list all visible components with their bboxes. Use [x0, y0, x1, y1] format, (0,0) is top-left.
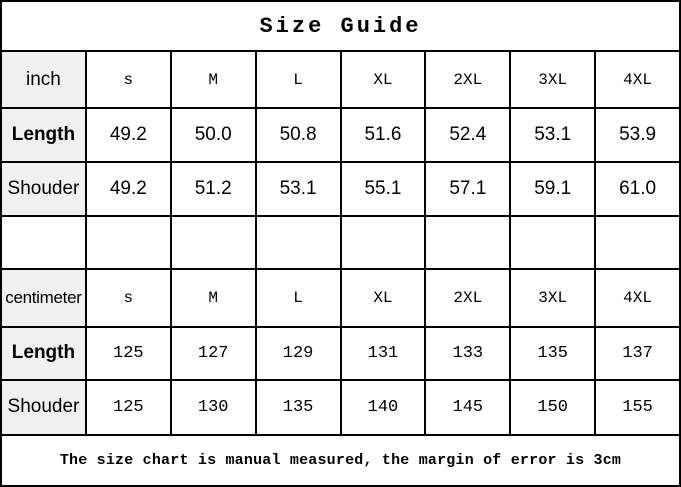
- length-cm-value: 135: [510, 327, 595, 380]
- footer-row: [1, 435, 680, 486]
- empty-cell: [171, 216, 256, 269]
- size-header-cell: L: [256, 51, 341, 107]
- shoulder-cm-value: 155: [595, 380, 680, 434]
- length-inch-value: 53.1: [510, 108, 595, 162]
- inch-shoulder-row: [1, 162, 680, 215]
- length-cm-value: 133: [425, 327, 510, 380]
- cm-length-row: [1, 327, 680, 380]
- size-header-cell: s: [86, 51, 171, 107]
- length-cm-value: 125: [86, 327, 171, 380]
- empty-cell: [1, 216, 86, 269]
- size-header-cell: s: [86, 269, 171, 326]
- length-cm-value: 131: [341, 327, 426, 380]
- size-header-cell: 3XL: [510, 51, 595, 107]
- shoulder-cm-value: 135: [256, 380, 341, 434]
- empty-cell: [86, 216, 171, 269]
- measurement-disclaimer: The size chart is manual measured, the margin of error is 3cm: [1, 435, 680, 486]
- cm-size-header-row: [1, 269, 680, 326]
- empty-cell: [510, 216, 595, 269]
- size-header-cell: L: [256, 269, 341, 326]
- shoulder-inch-value: 55.1: [341, 162, 426, 215]
- size-header-cell: 2XL: [425, 51, 510, 107]
- length-inch-value: 51.6: [341, 108, 426, 162]
- shoulder-cm-value: 145: [425, 380, 510, 434]
- size-header-cell: 3XL: [510, 269, 595, 326]
- empty-cell: [425, 216, 510, 269]
- length-inch-value: 53.9: [595, 108, 680, 162]
- length-cm-value: 127: [171, 327, 256, 380]
- unit-label-centimeter: centimeter: [1, 269, 86, 326]
- size-header-cell: 4XL: [595, 269, 680, 326]
- cm-shoulder-row: [1, 380, 680, 434]
- shoulder-cm-value: 150: [510, 380, 595, 434]
- shoulder-inch-value: 49.2: [86, 162, 171, 215]
- row-label-shoulder: Shouder: [1, 162, 86, 215]
- length-cm-value: 137: [595, 327, 680, 380]
- length-inch-value: 50.0: [171, 108, 256, 162]
- shoulder-cm-value: 130: [171, 380, 256, 434]
- size-header-cell: M: [171, 269, 256, 326]
- length-inch-value: 50.8: [256, 108, 341, 162]
- row-label-length: Length: [1, 108, 86, 162]
- inch-length-row: [1, 108, 680, 162]
- page-title: Size Guide: [1, 1, 680, 51]
- size-header-cell: XL: [341, 269, 426, 326]
- empty-cell: [341, 216, 426, 269]
- size-header-cell: XL: [341, 51, 426, 107]
- row-label-shoulder: Shouder: [1, 380, 86, 434]
- length-inch-value: 52.4: [425, 108, 510, 162]
- length-cm-value: 129: [256, 327, 341, 380]
- shoulder-inch-value: 57.1: [425, 162, 510, 215]
- size-header-cell: 4XL: [595, 51, 680, 107]
- shoulder-cm-value: 125: [86, 380, 171, 434]
- shoulder-inch-value: 61.0: [595, 162, 680, 215]
- shoulder-inch-value: 51.2: [171, 162, 256, 215]
- inch-size-header-row: [1, 51, 680, 107]
- empty-cell: [256, 216, 341, 269]
- spacer-row: [1, 216, 680, 269]
- length-inch-value: 49.2: [86, 108, 171, 162]
- row-label-length: Length: [1, 327, 86, 380]
- shoulder-inch-value: 53.1: [256, 162, 341, 215]
- title-row: [1, 1, 680, 51]
- empty-cell: [595, 216, 680, 269]
- shoulder-inch-value: 59.1: [510, 162, 595, 215]
- size-header-cell: M: [171, 51, 256, 107]
- shoulder-cm-value: 140: [341, 380, 426, 434]
- unit-label-inch: inch: [1, 51, 86, 107]
- size-header-cell: 2XL: [425, 269, 510, 326]
